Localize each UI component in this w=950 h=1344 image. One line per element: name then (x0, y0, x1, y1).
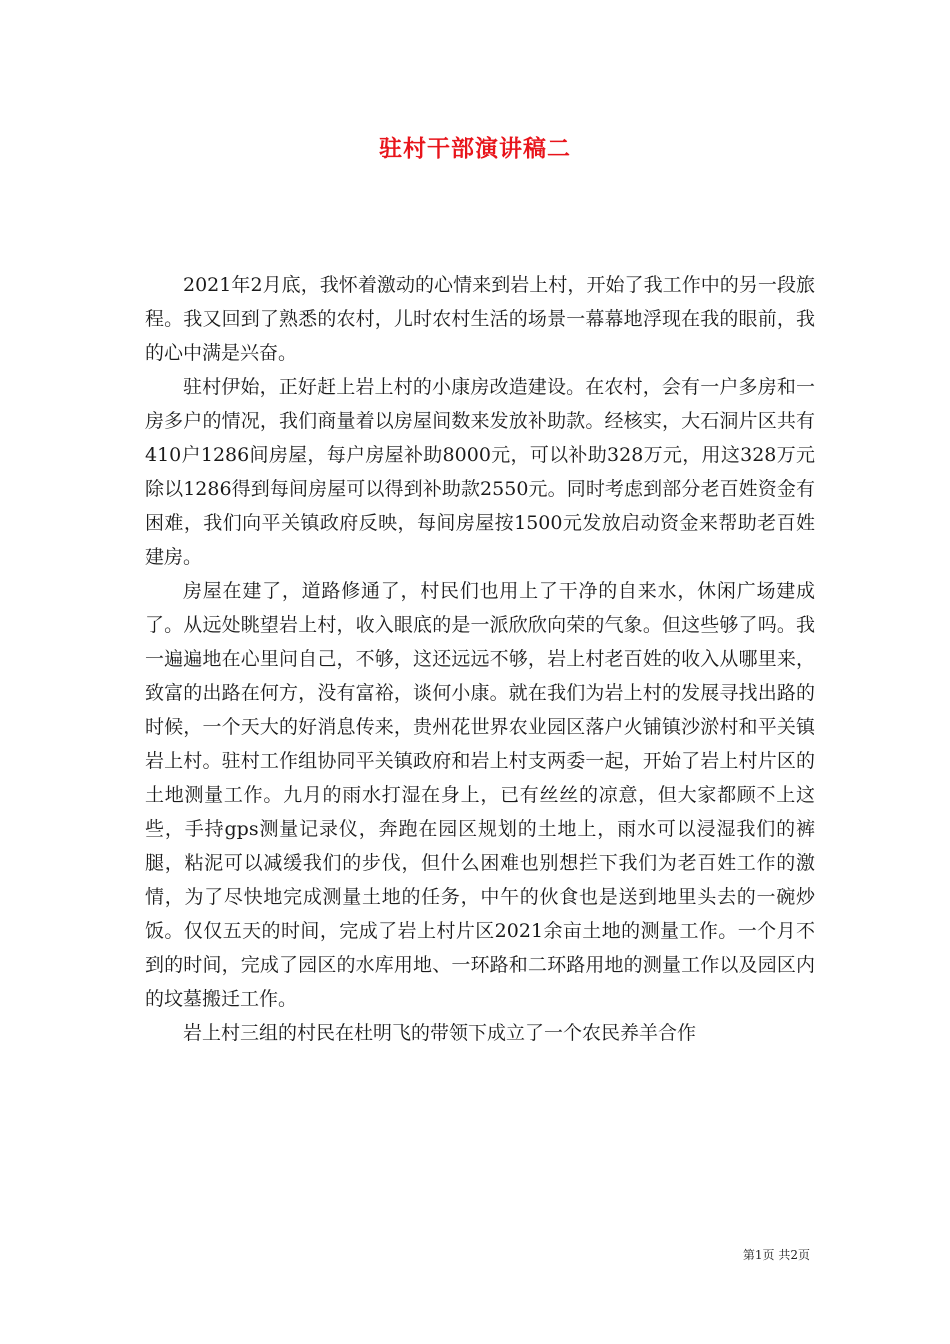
paragraph-1: 2021年2月底，我怀着激动的心情来到岩上村，开始了我工作中的另一段旅程。我又回到了熟悉的农村，儿时农村生活的场景一幕幕地浮现在我的眼前，我的心中满是兴奋。 (145, 274, 815, 364)
document-body (145, 268, 815, 1050)
paragraph-3: 房屋在建了，道路修通了，村民们也用上了干净的自来水，休闲广场建成了。从远处眺望岩上村，收入眼底的是一派欣欣向荣的气象。但这些够了吗。我一遍遍地在心里问自己，不够，这还远远不够，岩上村老百姓的收入从哪里来，致富的出路在何方，没有富裕，谈何小康。就在我们为岩上村的发展寻找出路的时候，一个天大的好消息传来，贵州花世界农业园区落户火铺镇沙淤村和平关镇岩上村。驻村工作组协同平关镇政府和岩上村支两委一起，开始了岩上村片区的土地测量工作。九月的雨水打湿在身上，已有丝丝的凉意，但大家都顾不上这些，手持gps测量记录仪，奔跑在园区规划的土地上，雨水可以浸湿我们的裤腿，粘泥可以减缓我们的步伐，但什么困难也别想拦下我们为老百姓工作的激情，为了尽快地完成测量土地的任务，中午的伙食也是送到地里头去的一碗炒饭。仅仅五天的时间，完成了岩上村片区2021余亩土地的测量工作。一个月不到的时间，完成了园区的水库用地、一环路和二环路用地的测量工作以及园区内的坟墓搬迁工作。 (145, 580, 815, 1010)
document-title: 驻村干部演讲稿二 (379, 135, 571, 162)
paragraph-4: 岩上村三组的村民在杜明飞的带领下成立了一个农民养羊合作 (183, 1022, 697, 1044)
page-number-footer: 第1页 共2页 (742, 1248, 810, 1262)
paragraph-2: 驻村伊始，正好赶上岩上村的小康房改造建设。在农村，会有一户多房和一房多户的情况，我们商量着以房屋间数来发放补助款。经核实，大石洞片区共有410户1286间房屋，每户房屋补助8000元，可以补助328万元，用这328万元除以1286得到每间房屋可以得到补助款2550元。同时考虑到部分老百姓资金有困难，我们向平关镇政府反映，每间房屋按1500元发放启动资金来帮助老百姓建房。 (145, 376, 815, 568)
